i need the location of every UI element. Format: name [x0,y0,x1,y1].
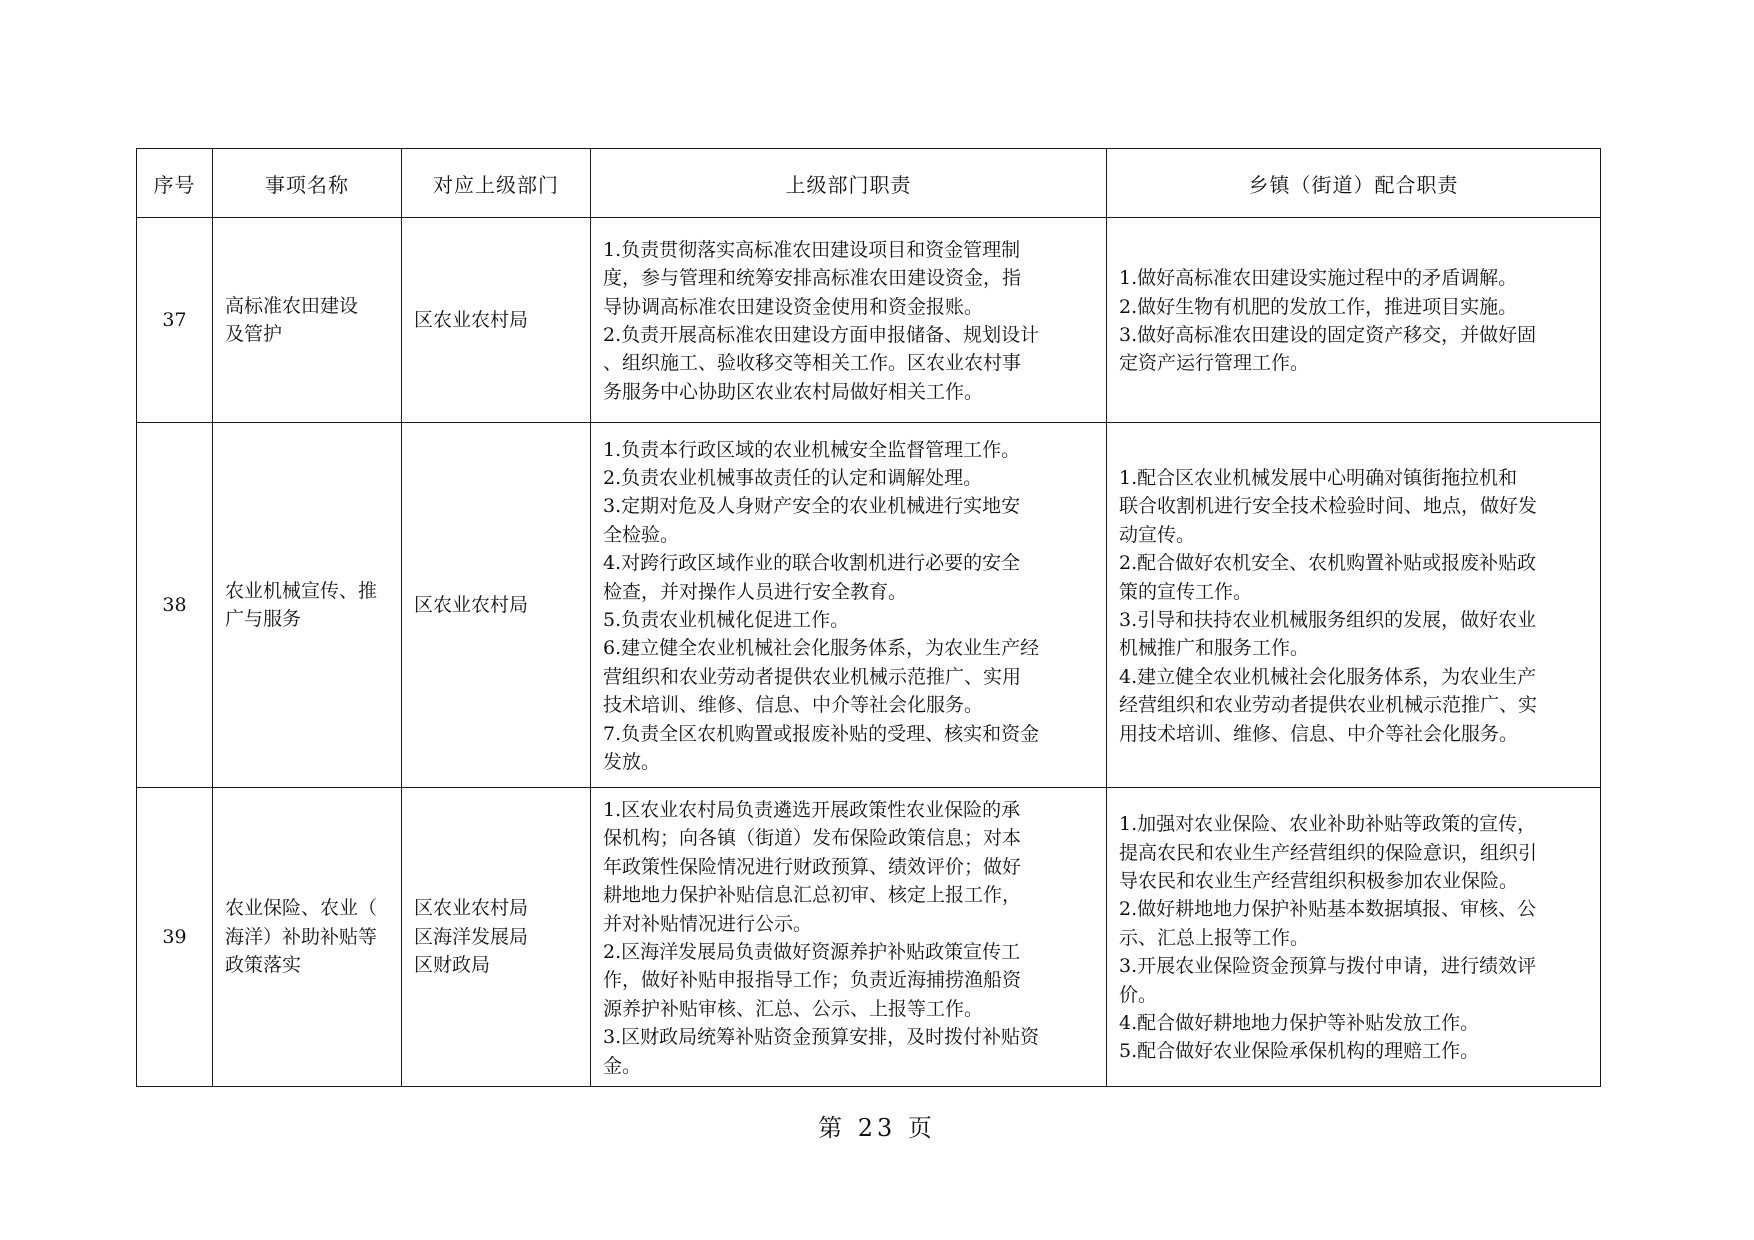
cell-superior-dept-line: 区财政局 [414,954,491,977]
cell-item-name-line: 广与服务 [225,608,302,630]
cell-superior-duty-line: 2.区海洋发展局负责做好资源养护补贴政策宣传工 [603,941,1021,964]
cell-township-duty-line: 策的宣传工作。 [1119,580,1253,603]
cell-no: 39 [137,788,213,1087]
cell-township-duty-line: 3.引导和扶持农业机械服务组织的发展，做好农业 [1119,609,1537,631]
cell-superior-duty-line: 1.负责本行政区域的农业机械安全监督管理工作。 [603,438,1021,461]
cell-township-duty-line: 3.开展农业保险资金预算与拨付申请，进行绩效评 [1119,955,1537,978]
cell-item-name-line: 海洋）补助补贴等 [225,925,378,948]
cell-township-duty-line: 价。 [1119,983,1158,1006]
cell-township-duty-line: 机械推广和服务工作。 [1119,637,1310,660]
cell-superior-dept [402,218,591,423]
cell-item-name [213,218,402,423]
cell-no: 37 [137,218,213,423]
cell-superior-duty-line: 度，参与管理和统筹安排高标准农田建设资金，指 [603,267,1022,290]
cell-superior-duty-line: 4.对跨行政区域作业的联合收割机进行必要的安全 [603,552,1021,575]
cell-superior-duty-line: 耕地地力保护补贴信息汇总初审、核定上报工作， [603,884,1022,907]
cell-item-name [213,423,402,788]
cell-superior-duty-line: 2.负责农业机械事故责任的认定和调解处理。 [603,466,983,489]
cell-item-name-line: 高标准农田建设 [225,294,359,317]
cell-superior-dept-line: 区农业农村局 [414,308,529,331]
cell-superior-duty-line: 3.定期对危及人身财产安全的农业机械进行实地安 [603,495,1021,518]
cell-superior-duty-line: 年政策性保险情况进行财政预算、绩效评价；做好 [603,855,1022,878]
cell-township-duty-line: 2.做好生物有机肥的发放工作，推进项目实施。 [1119,295,1518,318]
cell-superior-duty-line: 全检验。 [603,523,680,546]
cell-item-name-line: 农业机械宣传、推 [225,579,378,602]
cell-superior-duty-line: 营组织和农业劳动者提供农业机械示范推广、实用 [603,665,1022,688]
responsibility-table [136,148,1601,1087]
header-superior-duty: 上级部门职责 [591,149,1107,218]
cell-superior-duty [591,423,1107,788]
cell-township-duty-line: 经营组织和农业劳动者提供农业机械示范推广、实 [1119,694,1538,717]
header-township-duty: 乡镇（街道）配合职责 [1107,149,1601,218]
cell-superior-duty-line: 2.负责开展高标准农田建设方面申报储备、规划设计 [603,324,1040,346]
cell-superior-duty-line: 3.区财政局统筹补贴资金预算安排，及时拨付补贴资 [603,1026,1040,1049]
page-number: 第 23 页 [818,1114,936,1142]
cell-township-duty [1107,423,1601,788]
cell-township-duty-line: 导农民和农业生产经营组织积极参加农业保险。 [1119,870,1519,893]
cell-township-duty-line: 1.做好高标准农田建设实施过程中的矛盾调解。 [1119,267,1518,290]
cell-township-duty-line: 联合收割机进行安全技术检验时间、地点，做好发 [1119,495,1538,518]
header-item-name: 事项名称 [213,149,402,218]
cell-superior-duty-line: 源养护补贴审核、汇总、公示、上报等工作。 [603,997,984,1020]
cell-township-duty-line: 2.做好耕地地力保护补贴基本数据填报、审核、公 [1119,898,1537,921]
cell-superior-duty-line: 发放。 [603,751,661,774]
cell-superior-duty-line: 金。 [603,1054,642,1077]
cell-township-duty-line: 用技术培训、维修、信息、中介等社会化服务。 [1119,722,1519,745]
cell-township-duty-line: 4.配合做好耕地地力保护等补贴发放工作。 [1119,1012,1480,1035]
cell-superior-duty [591,788,1107,1087]
cell-township-duty-line: 定资产运行管理工作。 [1119,352,1310,375]
cell-township-duty-line: 示、汇总上报等工作。 [1119,926,1310,949]
cell-superior-duty-line: 1.负责贯彻落实高标准农田建设项目和资金管理制 [603,238,1021,261]
cell-township-duty-line: 3.做好高标准农田建设的固定资产移交，并做好固 [1119,324,1537,346]
cell-item-name-line: 农业保险、农业（ [225,897,378,920]
cell-township-duty-line: 提高农民和农业生产经营组织的保险意识，组织引 [1119,841,1538,864]
cell-superior-dept [402,788,591,1087]
cell-superior-duty-line: 并对补贴情况进行公示。 [603,912,813,935]
table-row [137,788,1601,1087]
cell-superior-duty-line: 保机构；向各镇（街道）发布保险政策信息；对本 [603,827,1022,850]
cell-superior-duty-line: 、组织施工、验收移交等相关工作。区农业农村事 [603,352,1022,375]
header-superior-dept: 对应上级部门 [402,149,591,218]
cell-superior-duty-line: 6.建立健全农业机械社会化服务体系，为农业生产经 [603,637,1040,660]
cell-superior-duty-line: 检查，并对操作人员进行安全教育。 [603,580,908,603]
cell-superior-duty-line: 7.负责全区农机购置或报废补贴的受理、核实和资金 [603,722,1040,745]
cell-township-duty-line: 2.配合做好农机安全、农机购置补贴或报废补贴政 [1119,552,1537,575]
table-header-row [137,149,1601,218]
cell-township-duty-line: 1.配合区农业机械发展中心明确对镇街拖拉机和 [1119,466,1518,489]
cell-superior-duty-line: 技术培训、维修、信息、中介等社会化服务。 [603,694,984,717]
cell-superior-duty-line: 1.区农业农村局负责遴选开展政策性农业保险的承 [603,799,1021,821]
cell-item-name-line: 及管护 [225,323,283,345]
cell-item-name [213,788,402,1087]
cell-superior-dept-line: 区海洋发展局 [414,925,529,948]
cell-superior-duty-line: 作，做好补贴申报指导工作；负责近海捕捞渔船资 [603,969,1022,992]
cell-no: 38 [137,423,213,788]
table-row [137,423,1601,788]
cell-superior-duty-line: 5.负责农业机械化促进工作。 [603,609,850,631]
header-no: 序号 [137,149,213,218]
cell-superior-dept [402,423,591,788]
cell-township-duty-line: 5.配合做好农业保险承保机构的理赔工作。 [1119,1040,1480,1063]
table-row [137,218,1601,423]
cell-superior-dept-line: 区农业农村局 [414,897,529,920]
cell-township-duty-line: 1.加强对农业保险、农业补助补贴等政策的宣传， [1119,813,1537,836]
cell-superior-duty [591,218,1107,423]
cell-township-duty-line: 动宣传。 [1119,523,1196,546]
cell-township-duty [1107,788,1601,1087]
cell-item-name-line: 政策落实 [225,954,302,977]
cell-township-duty [1107,218,1601,423]
cell-township-duty-line: 4.建立健全农业机械社会化服务体系，为农业生产 [1119,665,1537,688]
cell-superior-duty-line: 导协调高标准农田建设资金使用和资金报账。 [603,295,984,318]
cell-superior-dept-line: 区农业农村局 [414,593,529,616]
cell-superior-duty-line: 务服务中心协助区农业农村局做好相关工作。 [603,380,984,403]
